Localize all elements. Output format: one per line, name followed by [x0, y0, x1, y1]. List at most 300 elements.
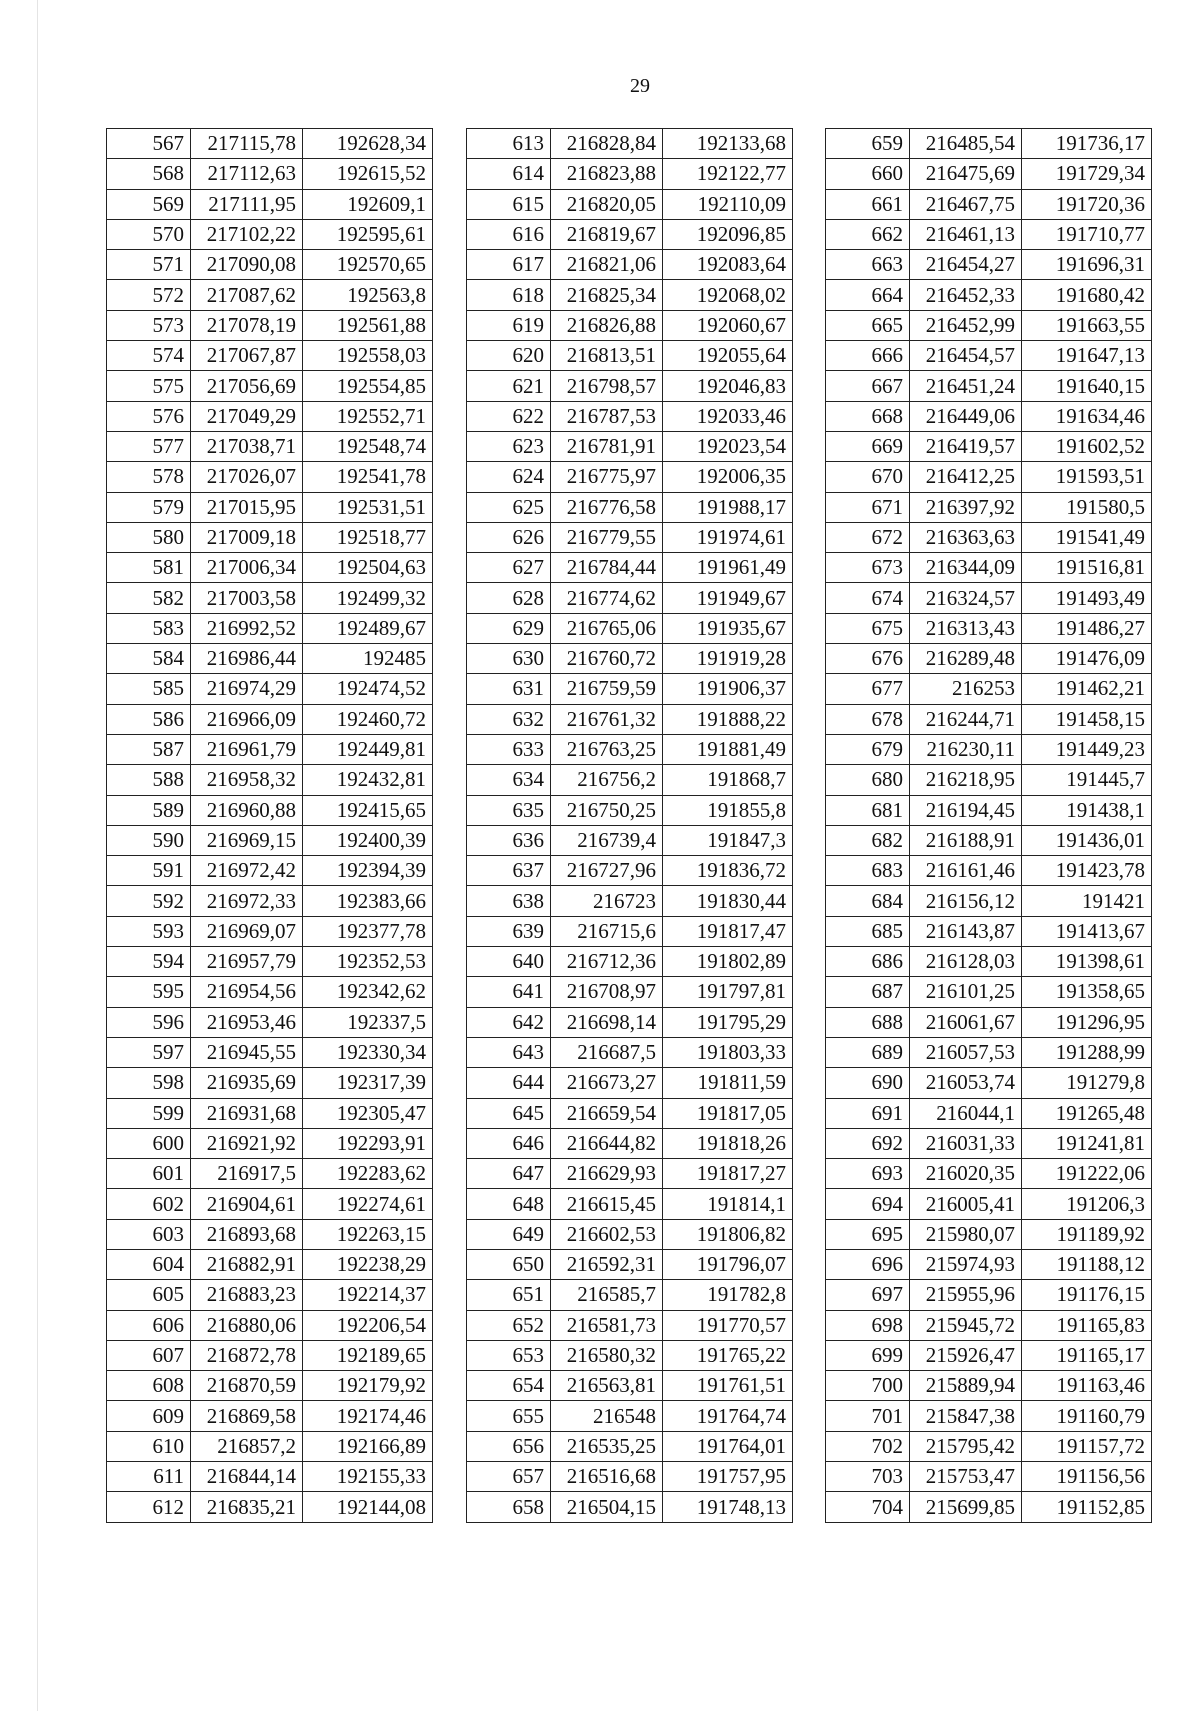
x-coordinate-cell: 216715,6 — [551, 916, 663, 946]
y-coordinate-cell: 191438,1 — [1022, 795, 1152, 825]
y-coordinate-cell: 192561,88 — [303, 310, 433, 340]
y-coordinate-cell: 191580,5 — [1022, 492, 1152, 522]
y-coordinate-cell: 192122,77 — [663, 159, 793, 189]
y-coordinate-cell: 191868,7 — [663, 765, 793, 795]
x-coordinate-cell: 216188,91 — [910, 825, 1022, 855]
table-row — [107, 159, 433, 189]
table-row — [107, 1371, 433, 1401]
y-coordinate-cell: 191602,52 — [1022, 431, 1152, 461]
point-number-cell: 568 — [107, 159, 191, 189]
table-row — [826, 977, 1152, 1007]
y-coordinate-cell: 191493,49 — [1022, 583, 1152, 613]
table-row — [107, 1159, 433, 1189]
x-coordinate-cell: 217102,22 — [191, 219, 303, 249]
point-number-cell: 679 — [826, 734, 910, 764]
point-number-cell: 697 — [826, 1280, 910, 1310]
x-coordinate-cell: 216781,91 — [551, 431, 663, 461]
point-number-cell: 624 — [467, 462, 551, 492]
y-coordinate-cell: 191720,36 — [1022, 189, 1152, 219]
point-number-cell: 690 — [826, 1068, 910, 1098]
point-number-cell: 567 — [107, 129, 191, 159]
y-coordinate-cell: 191634,46 — [1022, 401, 1152, 431]
x-coordinate-cell: 216784,44 — [551, 553, 663, 583]
table-row — [107, 704, 433, 734]
table-row — [467, 613, 793, 643]
y-coordinate-cell: 191160,79 — [1022, 1401, 1152, 1431]
y-coordinate-cell: 192352,53 — [303, 947, 433, 977]
y-coordinate-cell: 192563,8 — [303, 280, 433, 310]
table-row — [107, 583, 433, 613]
point-number-cell: 635 — [467, 795, 551, 825]
y-coordinate-cell: 192570,65 — [303, 250, 433, 280]
y-coordinate-cell: 191413,67 — [1022, 916, 1152, 946]
point-number-cell: 650 — [467, 1249, 551, 1279]
y-coordinate-cell: 192415,65 — [303, 795, 433, 825]
x-coordinate-cell: 216161,46 — [910, 856, 1022, 886]
table-row — [826, 280, 1152, 310]
table-row — [107, 553, 433, 583]
point-number-cell: 688 — [826, 1007, 910, 1037]
y-coordinate-cell: 192155,33 — [303, 1462, 433, 1492]
y-coordinate-cell: 192263,15 — [303, 1219, 433, 1249]
x-coordinate-cell: 216776,58 — [551, 492, 663, 522]
table-row — [467, 1128, 793, 1158]
point-number-cell: 689 — [826, 1037, 910, 1067]
x-coordinate-cell: 216992,52 — [191, 613, 303, 643]
point-number-cell: 701 — [826, 1401, 910, 1431]
x-coordinate-cell: 216485,54 — [910, 129, 1022, 159]
y-coordinate-cell: 192206,54 — [303, 1310, 433, 1340]
y-coordinate-cell: 191476,09 — [1022, 644, 1152, 674]
table-row — [826, 947, 1152, 977]
point-number-cell: 656 — [467, 1431, 551, 1461]
y-coordinate-cell: 191516,81 — [1022, 553, 1152, 583]
point-number-cell: 614 — [467, 159, 551, 189]
x-coordinate-cell: 216363,63 — [910, 522, 1022, 552]
x-coordinate-cell: 216756,2 — [551, 765, 663, 795]
x-coordinate-cell: 216759,59 — [551, 674, 663, 704]
table-row — [826, 1280, 1152, 1310]
point-number-cell: 609 — [107, 1401, 191, 1431]
y-coordinate-cell: 191358,65 — [1022, 977, 1152, 1007]
table-row — [107, 1037, 433, 1067]
point-number-cell: 637 — [467, 856, 551, 886]
x-coordinate-cell: 216828,84 — [551, 129, 663, 159]
y-coordinate-cell: 191189,92 — [1022, 1219, 1152, 1249]
y-coordinate-cell: 192499,32 — [303, 583, 433, 613]
table-row — [826, 704, 1152, 734]
point-number-cell: 660 — [826, 159, 910, 189]
x-coordinate-cell: 217112,63 — [191, 159, 303, 189]
page-number: 29 — [630, 75, 650, 97]
x-coordinate-cell: 216966,09 — [191, 704, 303, 734]
point-number-cell: 674 — [826, 583, 910, 613]
x-coordinate-cell: 216452,99 — [910, 310, 1022, 340]
table-row — [826, 613, 1152, 643]
x-coordinate-cell: 216475,69 — [910, 159, 1022, 189]
y-coordinate-cell: 192133,68 — [663, 129, 793, 159]
y-coordinate-cell: 192504,63 — [303, 553, 433, 583]
x-coordinate-cell: 215753,47 — [910, 1462, 1022, 1492]
y-coordinate-cell: 191748,13 — [663, 1492, 793, 1522]
y-coordinate-cell: 192474,52 — [303, 674, 433, 704]
table-row — [107, 916, 433, 946]
table-row — [826, 189, 1152, 219]
y-coordinate-cell: 191761,51 — [663, 1371, 793, 1401]
point-number-cell: 604 — [107, 1249, 191, 1279]
point-number-cell: 636 — [467, 825, 551, 855]
point-number-cell: 577 — [107, 431, 191, 461]
point-number-cell: 698 — [826, 1310, 910, 1340]
y-coordinate-cell: 192283,62 — [303, 1159, 433, 1189]
table-row — [107, 947, 433, 977]
table-row — [467, 280, 793, 310]
x-coordinate-cell: 216986,44 — [191, 644, 303, 674]
x-coordinate-cell: 216581,73 — [551, 1310, 663, 1340]
x-coordinate-cell: 216516,68 — [551, 1462, 663, 1492]
y-coordinate-cell: 191729,34 — [1022, 159, 1152, 189]
x-coordinate-cell: 216253 — [910, 674, 1022, 704]
point-number-cell: 621 — [467, 371, 551, 401]
point-number-cell: 619 — [467, 310, 551, 340]
point-number-cell: 574 — [107, 341, 191, 371]
table-row — [467, 1340, 793, 1370]
table-row — [826, 553, 1152, 583]
y-coordinate-cell: 191935,67 — [663, 613, 793, 643]
y-coordinate-cell: 191163,46 — [1022, 1371, 1152, 1401]
x-coordinate-cell: 216005,41 — [910, 1189, 1022, 1219]
point-number-cell: 666 — [826, 341, 910, 371]
x-coordinate-cell: 217006,34 — [191, 553, 303, 583]
point-number-cell: 680 — [826, 765, 910, 795]
point-number-cell: 638 — [467, 886, 551, 916]
point-number-cell: 628 — [467, 583, 551, 613]
table-row — [826, 644, 1152, 674]
x-coordinate-cell: 216844,14 — [191, 1462, 303, 1492]
table-row — [467, 462, 793, 492]
y-coordinate-cell: 191988,17 — [663, 492, 793, 522]
x-coordinate-cell: 217115,78 — [191, 129, 303, 159]
table-row — [467, 371, 793, 401]
y-coordinate-cell: 192317,39 — [303, 1068, 433, 1098]
point-number-cell: 599 — [107, 1098, 191, 1128]
y-coordinate-cell: 191265,48 — [1022, 1098, 1152, 1128]
y-coordinate-cell: 191830,44 — [663, 886, 793, 916]
point-number-cell: 653 — [467, 1340, 551, 1370]
y-coordinate-cell: 192006,35 — [663, 462, 793, 492]
x-coordinate-cell: 216504,15 — [551, 1492, 663, 1522]
x-coordinate-cell: 216779,55 — [551, 522, 663, 552]
x-coordinate-cell: 216452,33 — [910, 280, 1022, 310]
point-number-cell: 616 — [467, 219, 551, 249]
y-coordinate-cell: 192060,67 — [663, 310, 793, 340]
y-coordinate-cell: 191486,27 — [1022, 613, 1152, 643]
x-coordinate-cell: 216761,32 — [551, 704, 663, 734]
table-row — [107, 1219, 433, 1249]
table-row — [826, 1128, 1152, 1158]
y-coordinate-cell: 192055,64 — [663, 341, 793, 371]
point-number-cell: 598 — [107, 1068, 191, 1098]
table-row — [826, 734, 1152, 764]
y-coordinate-cell: 191888,22 — [663, 704, 793, 734]
table-row — [826, 1462, 1152, 1492]
point-number-cell: 595 — [107, 977, 191, 1007]
point-number-cell: 579 — [107, 492, 191, 522]
y-coordinate-cell: 191847,3 — [663, 825, 793, 855]
table-row — [467, 1068, 793, 1098]
y-coordinate-cell: 192615,52 — [303, 159, 433, 189]
table-row — [467, 886, 793, 916]
table-row — [467, 1310, 793, 1340]
y-coordinate-cell: 191817,05 — [663, 1098, 793, 1128]
y-coordinate-cell: 192489,67 — [303, 613, 433, 643]
point-number-cell: 702 — [826, 1431, 910, 1461]
point-number-cell: 575 — [107, 371, 191, 401]
x-coordinate-cell: 216819,67 — [551, 219, 663, 249]
point-number-cell: 583 — [107, 613, 191, 643]
x-coordinate-cell: 217056,69 — [191, 371, 303, 401]
table-row — [107, 825, 433, 855]
x-coordinate-cell: 216230,11 — [910, 734, 1022, 764]
y-coordinate-cell: 192377,78 — [303, 916, 433, 946]
x-coordinate-cell: 216969,15 — [191, 825, 303, 855]
point-number-cell: 617 — [467, 250, 551, 280]
y-coordinate-cell: 191806,82 — [663, 1219, 793, 1249]
table-row — [467, 492, 793, 522]
y-coordinate-cell: 191156,56 — [1022, 1462, 1152, 1492]
x-coordinate-cell: 216057,53 — [910, 1037, 1022, 1067]
table-row — [467, 704, 793, 734]
table-row — [467, 583, 793, 613]
y-coordinate-cell: 191640,15 — [1022, 371, 1152, 401]
x-coordinate-cell: 216765,06 — [551, 613, 663, 643]
x-coordinate-cell: 217067,87 — [191, 341, 303, 371]
x-coordinate-cell: 216917,5 — [191, 1159, 303, 1189]
point-number-cell: 681 — [826, 795, 910, 825]
point-number-cell: 657 — [467, 1462, 551, 1492]
y-coordinate-cell: 192305,47 — [303, 1098, 433, 1128]
point-number-cell: 627 — [467, 553, 551, 583]
x-coordinate-cell: 216397,92 — [910, 492, 1022, 522]
table-row — [107, 431, 433, 461]
table-row — [107, 462, 433, 492]
x-coordinate-cell: 216775,97 — [551, 462, 663, 492]
point-number-cell: 608 — [107, 1371, 191, 1401]
table-row — [826, 219, 1152, 249]
y-coordinate-cell: 191811,59 — [663, 1068, 793, 1098]
y-coordinate-cell: 192595,61 — [303, 219, 433, 249]
x-coordinate-cell: 216419,57 — [910, 431, 1022, 461]
table-row — [826, 1401, 1152, 1431]
x-coordinate-cell: 216893,68 — [191, 1219, 303, 1249]
table-row — [467, 341, 793, 371]
table-row — [826, 825, 1152, 855]
point-number-cell: 607 — [107, 1340, 191, 1370]
x-coordinate-cell: 216931,68 — [191, 1098, 303, 1128]
x-coordinate-cell: 216823,88 — [551, 159, 663, 189]
x-coordinate-cell: 216882,91 — [191, 1249, 303, 1279]
point-number-cell: 634 — [467, 765, 551, 795]
x-coordinate-cell: 216972,33 — [191, 886, 303, 916]
x-coordinate-cell: 216904,61 — [191, 1189, 303, 1219]
point-number-cell: 615 — [467, 189, 551, 219]
table-row — [107, 856, 433, 886]
y-coordinate-cell: 192083,64 — [663, 250, 793, 280]
x-coordinate-cell: 216945,55 — [191, 1037, 303, 1067]
x-coordinate-cell: 216629,93 — [551, 1159, 663, 1189]
x-coordinate-cell: 217111,95 — [191, 189, 303, 219]
x-coordinate-cell: 216821,06 — [551, 250, 663, 280]
table-row — [467, 310, 793, 340]
point-number-cell: 580 — [107, 522, 191, 552]
x-coordinate-cell: 216969,07 — [191, 916, 303, 946]
point-number-cell: 663 — [826, 250, 910, 280]
x-coordinate-cell: 216313,43 — [910, 613, 1022, 643]
point-number-cell: 597 — [107, 1037, 191, 1067]
table-row — [826, 886, 1152, 916]
point-number-cell: 654 — [467, 1371, 551, 1401]
table-row — [467, 159, 793, 189]
y-coordinate-cell: 192330,34 — [303, 1037, 433, 1067]
y-coordinate-cell: 192166,89 — [303, 1431, 433, 1461]
table-row — [826, 1159, 1152, 1189]
point-number-cell: 622 — [467, 401, 551, 431]
y-coordinate-cell: 191961,49 — [663, 553, 793, 583]
point-number-cell: 695 — [826, 1219, 910, 1249]
point-number-cell: 603 — [107, 1219, 191, 1249]
y-coordinate-cell: 191802,89 — [663, 947, 793, 977]
x-coordinate-cell: 216760,72 — [551, 644, 663, 674]
y-coordinate-cell: 192552,71 — [303, 401, 433, 431]
table-row — [467, 825, 793, 855]
table-row — [467, 734, 793, 764]
point-number-cell: 652 — [467, 1310, 551, 1340]
y-coordinate-cell: 191796,07 — [663, 1249, 793, 1279]
point-number-cell: 691 — [826, 1098, 910, 1128]
table-row — [467, 1037, 793, 1067]
x-coordinate-cell: 216708,97 — [551, 977, 663, 1007]
y-coordinate-cell: 192046,83 — [663, 371, 793, 401]
point-number-cell: 629 — [467, 613, 551, 643]
point-number-cell: 661 — [826, 189, 910, 219]
x-coordinate-cell: 216143,87 — [910, 916, 1022, 946]
table-row — [107, 1098, 433, 1128]
x-coordinate-cell: 217078,19 — [191, 310, 303, 340]
point-number-cell: 655 — [467, 1401, 551, 1431]
y-coordinate-cell: 191795,29 — [663, 1007, 793, 1037]
table-row — [467, 644, 793, 674]
table-row — [467, 1280, 793, 1310]
point-number-cell: 644 — [467, 1068, 551, 1098]
x-coordinate-cell: 216960,88 — [191, 795, 303, 825]
table-row — [107, 1340, 433, 1370]
y-coordinate-cell: 192174,46 — [303, 1401, 433, 1431]
table-row — [826, 856, 1152, 886]
y-coordinate-cell: 192394,39 — [303, 856, 433, 886]
table-row — [467, 1462, 793, 1492]
x-coordinate-cell: 216659,54 — [551, 1098, 663, 1128]
x-coordinate-cell: 216454,57 — [910, 341, 1022, 371]
x-coordinate-cell: 216128,03 — [910, 947, 1022, 977]
y-coordinate-cell: 192033,46 — [663, 401, 793, 431]
y-coordinate-cell: 191770,57 — [663, 1310, 793, 1340]
y-coordinate-cell: 191803,33 — [663, 1037, 793, 1067]
point-number-cell: 647 — [467, 1159, 551, 1189]
table-row — [826, 765, 1152, 795]
y-coordinate-cell: 191157,72 — [1022, 1431, 1152, 1461]
x-coordinate-cell: 216454,27 — [910, 250, 1022, 280]
y-coordinate-cell: 192238,29 — [303, 1249, 433, 1279]
x-coordinate-cell: 216602,53 — [551, 1219, 663, 1249]
x-coordinate-cell: 216958,32 — [191, 765, 303, 795]
x-coordinate-cell: 215955,96 — [910, 1280, 1022, 1310]
y-coordinate-cell: 191241,81 — [1022, 1128, 1152, 1158]
x-coordinate-cell: 216727,96 — [551, 856, 663, 886]
point-number-cell: 672 — [826, 522, 910, 552]
table-row — [467, 947, 793, 977]
x-coordinate-cell: 216870,59 — [191, 1371, 303, 1401]
table-row — [107, 1249, 433, 1279]
point-number-cell: 612 — [107, 1492, 191, 1522]
y-coordinate-cell: 191881,49 — [663, 734, 793, 764]
coordinate-table-2 — [466, 128, 793, 1523]
x-coordinate-cell: 215847,38 — [910, 1401, 1022, 1431]
table-row — [467, 431, 793, 461]
y-coordinate-cell: 191797,81 — [663, 977, 793, 1007]
point-number-cell: 590 — [107, 825, 191, 855]
x-coordinate-cell: 217087,62 — [191, 280, 303, 310]
point-number-cell: 667 — [826, 371, 910, 401]
point-number-cell: 606 — [107, 1310, 191, 1340]
x-coordinate-cell: 216053,74 — [910, 1068, 1022, 1098]
x-coordinate-cell: 216673,27 — [551, 1068, 663, 1098]
point-number-cell: 669 — [826, 431, 910, 461]
table-row — [826, 1037, 1152, 1067]
x-coordinate-cell: 216739,4 — [551, 825, 663, 855]
y-coordinate-cell: 191296,95 — [1022, 1007, 1152, 1037]
point-number-cell: 639 — [467, 916, 551, 946]
y-coordinate-cell: 191764,74 — [663, 1401, 793, 1431]
table-row — [107, 886, 433, 916]
y-coordinate-cell: 191814,1 — [663, 1189, 793, 1219]
point-number-cell: 582 — [107, 583, 191, 613]
x-coordinate-cell: 215980,07 — [910, 1219, 1022, 1249]
point-number-cell: 700 — [826, 1371, 910, 1401]
table-row — [467, 189, 793, 219]
point-number-cell: 573 — [107, 310, 191, 340]
y-coordinate-cell: 192628,34 — [303, 129, 433, 159]
table-row — [467, 219, 793, 249]
x-coordinate-cell: 217090,08 — [191, 250, 303, 280]
x-coordinate-cell: 216687,5 — [551, 1037, 663, 1067]
table-row — [467, 1492, 793, 1522]
point-number-cell: 699 — [826, 1340, 910, 1370]
x-coordinate-cell: 216820,05 — [551, 189, 663, 219]
x-coordinate-cell: 216467,75 — [910, 189, 1022, 219]
x-coordinate-cell: 216101,25 — [910, 977, 1022, 1007]
y-coordinate-cell: 191165,17 — [1022, 1340, 1152, 1370]
y-coordinate-cell: 191765,22 — [663, 1340, 793, 1370]
y-coordinate-cell: 192144,08 — [303, 1492, 433, 1522]
y-coordinate-cell: 191421 — [1022, 886, 1152, 916]
point-number-cell: 588 — [107, 765, 191, 795]
table-row — [826, 492, 1152, 522]
x-coordinate-cell: 216585,7 — [551, 1280, 663, 1310]
table-row — [826, 1007, 1152, 1037]
point-number-cell: 596 — [107, 1007, 191, 1037]
table-row — [826, 1249, 1152, 1279]
point-number-cell: 673 — [826, 553, 910, 583]
